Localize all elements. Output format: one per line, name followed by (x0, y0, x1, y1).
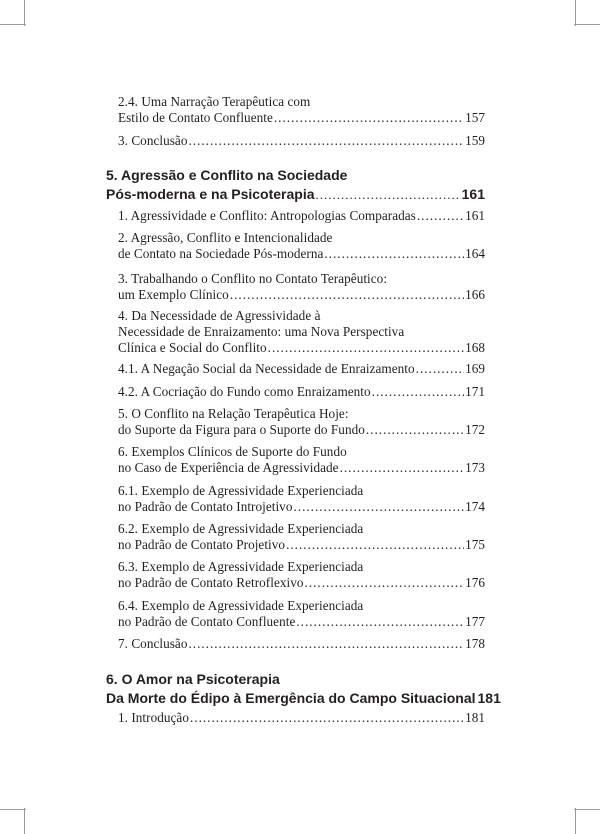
entry-final-line (118, 460, 485, 476)
entry-title: Da Morte do Édipo à Emergência do Campo Situacional (106, 690, 476, 706)
page-number: 161 (465, 208, 485, 223)
toc-entry[interactable] (118, 271, 485, 303)
entry-title-line: 6.4. Exemplo de Agressividade Experienciada (118, 598, 364, 613)
entry-title-line: 2. Agressão, Conflito e Intencionalidade (118, 230, 333, 245)
page-number: 181 (465, 710, 485, 725)
page-number: 161 (461, 186, 485, 202)
entry-title: 1. Introdução (118, 710, 189, 725)
entry-title-line: 3. Trabalhando o Conflito no Contato Terapêutico: (118, 271, 388, 286)
entry-final-line (118, 422, 485, 438)
entry-title-line: 6. Exemplos Clínicos de Suporte do Fundo (118, 444, 347, 459)
entry-final-line (118, 499, 485, 515)
entry-final-line (106, 185, 485, 204)
dot-leader (417, 208, 464, 224)
entry-final-line (118, 361, 485, 377)
entry-title: 4.1. A Negação Social da Necessidade de Enraizamento (118, 361, 415, 376)
toc-entry[interactable] (118, 559, 485, 591)
entry-title: 1. Agressividade e Conflito: Antropologias Comparadas (118, 208, 416, 223)
dot-leader (188, 636, 464, 652)
toc-entry[interactable] (118, 361, 485, 377)
entry-title: do Suporte da Figura para o Suporte do Fundo (118, 422, 365, 437)
entry-title: Estilo de Contato Confluente (118, 110, 273, 125)
toc-entry[interactable] (118, 208, 485, 224)
entry-title: 7. Conclusão (118, 636, 188, 651)
page-number: 159 (465, 133, 485, 148)
dot-leader (190, 710, 464, 726)
toc-entry[interactable] (118, 384, 485, 400)
toc-entry[interactable] (118, 94, 485, 126)
toc-entry[interactable] (118, 230, 485, 262)
page-number: 178 (465, 636, 485, 651)
entry-final-line (118, 537, 485, 553)
toc-entry[interactable] (118, 308, 485, 356)
entry-title-line: 4. Da Necessidade de Agressividade à (118, 308, 321, 323)
entry-final-line (118, 110, 485, 126)
chapter-heading[interactable] (106, 166, 485, 204)
entry-title: no Padrão de Contato Retroflexivo (118, 575, 304, 590)
dot-leader (293, 499, 464, 515)
toc-entry[interactable] (118, 710, 485, 726)
entry-final-line (118, 246, 485, 262)
page-number: 171 (465, 384, 485, 399)
chapter-heading[interactable] (106, 670, 501, 708)
page-number: 181 (477, 690, 501, 706)
page-number: 169 (465, 361, 485, 376)
page-number: 168 (465, 340, 485, 355)
entry-title-line: 5. O Conflito na Relação Terapêutica Hoje: (118, 406, 349, 421)
entry-title: no Padrão de Contato Projetivo (118, 537, 286, 552)
entry-final-line (118, 614, 485, 630)
page-number: 173 (465, 460, 485, 475)
entry-title: Clínica e Social do Conflito (118, 340, 267, 355)
dot-leader (340, 460, 464, 476)
entry-title: no Caso de Experiência de Agressividade (118, 460, 339, 475)
page-number: 172 (465, 422, 485, 437)
page-number: 177 (465, 614, 485, 629)
dot-leader (316, 185, 461, 204)
entry-final-line (118, 710, 485, 726)
dot-leader (274, 110, 464, 126)
entry-title: no Padrão de Contato Introjetivo (118, 499, 293, 514)
toc-entry[interactable] (118, 483, 485, 515)
entry-title-line: 2.4. Uma Narração Terapêutica com (118, 94, 311, 109)
dot-leader (286, 537, 464, 553)
entry-title: 3. Conclusão (118, 133, 188, 148)
entry-title: um Exemplo Clínico (118, 287, 229, 302)
entry-final-line (118, 340, 485, 356)
entry-title-line: 6.2. Exemplo de Agressividade Experienciada (118, 521, 364, 536)
toc-entry[interactable] (118, 636, 485, 652)
entry-final-line (118, 133, 485, 149)
entry-title-line: 6. O Amor na Psicoterapia (106, 671, 280, 687)
entry-title: 4.2. A Cocriação do Fundo como Enraizamento (118, 384, 371, 399)
entry-final-line (118, 636, 485, 652)
dot-leader (230, 287, 464, 303)
entry-title-line: 6.3. Exemplo de Agressividade Experienciada (118, 559, 364, 574)
entry-final-line (118, 287, 485, 303)
toc-entry[interactable] (118, 133, 485, 149)
dot-leader (324, 246, 464, 262)
entry-title: Pós-moderna e na Psicoterapia (106, 186, 315, 202)
dot-leader (268, 340, 464, 356)
page-number: 166 (465, 287, 485, 302)
dot-leader (305, 575, 465, 591)
entry-title-line: 6.1. Exemplo de Agressividade Experienciada (118, 483, 364, 498)
entry-final-line (118, 208, 485, 224)
toc-entry[interactable] (118, 521, 485, 553)
dot-leader (188, 133, 464, 149)
entry-title: de Contato na Sociedade Pós-moderna (118, 246, 324, 261)
toc-entry[interactable] (118, 406, 485, 438)
entry-final-line (118, 575, 485, 591)
page-number: 174 (465, 499, 485, 514)
entry-final-line (118, 384, 485, 400)
dot-leader (416, 361, 464, 377)
page-number: 164 (465, 246, 485, 261)
dot-leader (372, 384, 464, 400)
entry-title-line: 5. Agressão e Conflito na Sociedade (106, 167, 348, 183)
page-number: 176 (465, 575, 485, 590)
dot-leader (366, 422, 464, 438)
toc-entry[interactable] (118, 444, 485, 476)
entry-title-line: Necessidade de Enraizamento: uma Nova Perspectiva (118, 324, 405, 339)
entry-title: no Padrão de Contato Confluente (118, 614, 296, 629)
page-number: 157 (465, 110, 485, 125)
page-number: 175 (465, 537, 485, 552)
entry-final-line (106, 689, 501, 708)
toc-entry[interactable] (118, 598, 485, 630)
dot-leader (296, 614, 464, 630)
